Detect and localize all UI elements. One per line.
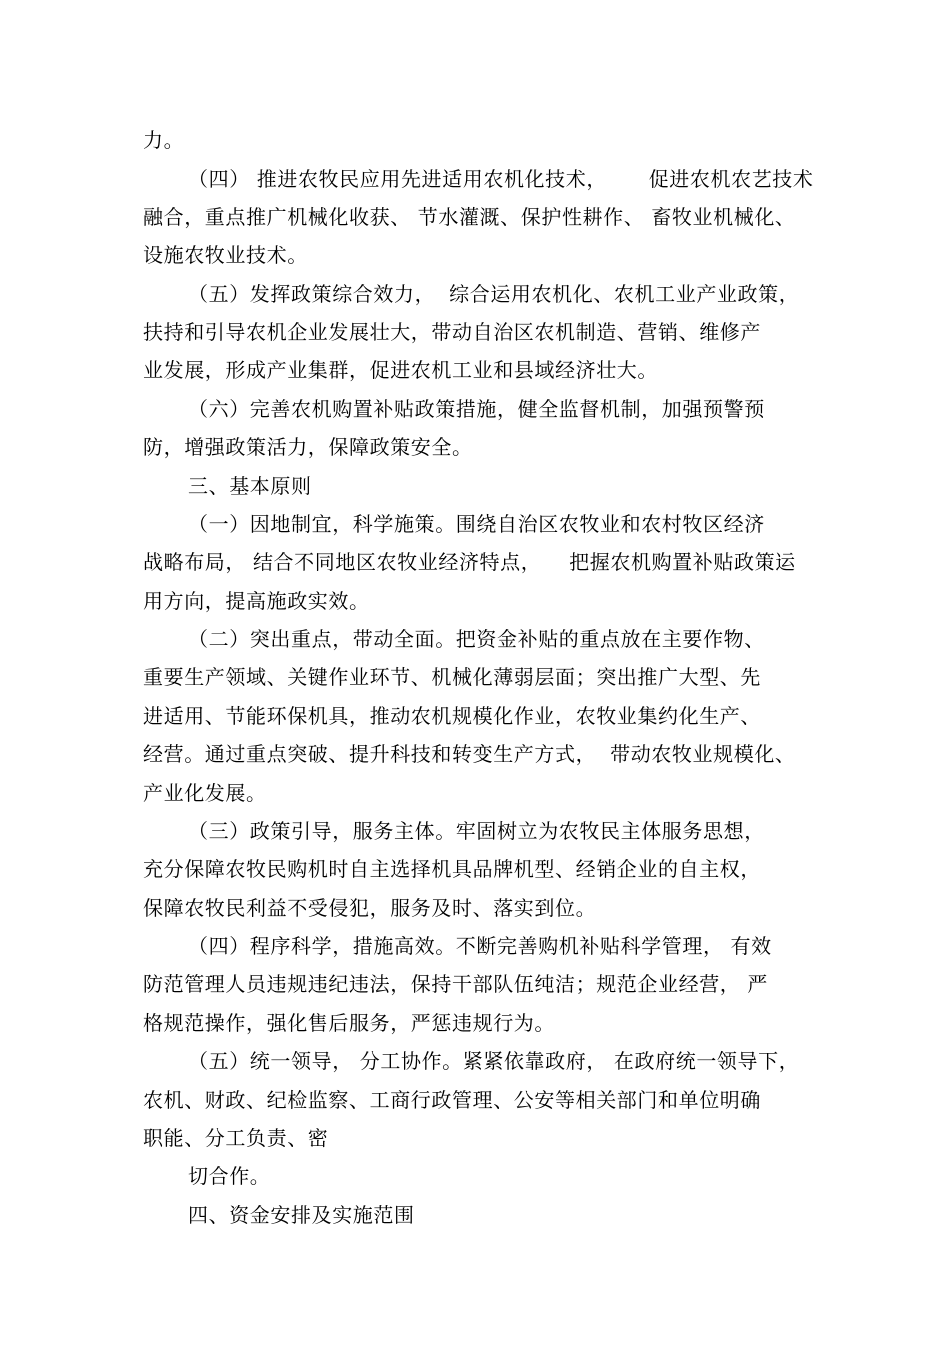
text-line: 融合，重点推广机械化收获、 节水灌溉、保护性耕作、 畜牧业机械化、 bbox=[143, 205, 796, 229]
text-line: 保障农牧民利益不受侵犯，服务及时、落实到位。 bbox=[143, 896, 597, 920]
text-line: 设施农牧业技术。 bbox=[143, 243, 308, 267]
text-line: 战略布局， 结合不同地区农牧业经济特点， 把握农机购置补贴政策运 bbox=[143, 550, 796, 574]
text-line: （三）政策引导，服务主体。牢固树立为农牧民主体服务思想， bbox=[188, 819, 765, 843]
text-line: 农机、财政、纪检监察、工商行政管理、公安等相关部门和单位明确 bbox=[143, 1088, 761, 1112]
text-line: 力。 bbox=[143, 128, 185, 152]
text-line: 切合作。 bbox=[188, 1164, 271, 1188]
text-line: 防范管理人员违规违纪违法，保持干部队伍纯洁；规范企业经营， 严 bbox=[143, 972, 768, 996]
text-line: 进适用、节能环保机具，推动农机规模化作业，农牧业集约化生产、 bbox=[143, 704, 761, 728]
text-line: 职能、分工负责、密 bbox=[143, 1126, 329, 1150]
text-line: 用方向，提高施政实效。 bbox=[143, 589, 370, 613]
text-line: （六）完善农机购置补贴政策措施，健全监督机制，加强预警预 bbox=[188, 397, 765, 421]
text-line: （五）统一领导， 分工协作。紧紧依靠政府， 在政府统一领导下， bbox=[188, 1049, 800, 1073]
text-line: 重要生产领域、关键作业环节、机械化薄弱层面；突出推广大型、先 bbox=[143, 665, 761, 689]
text-line: 扶持和引导农机企业发展壮大，带动自治区农机制造、营销、维修产 bbox=[143, 320, 761, 344]
section-heading: 三、基本原则 bbox=[188, 474, 312, 498]
section-heading: 四、资金安排及实施范围 bbox=[188, 1203, 415, 1227]
text-line: （五）发挥政策综合效力， 综合运用农机化、农机工业产业政策， bbox=[188, 282, 800, 306]
text-line: （二）突出重点，带动全面。把资金补贴的重点放在主要作物、 bbox=[188, 627, 765, 651]
text-line: 充分保障农牧民购机时自主选择机具品牌机型、经销企业的自主权， bbox=[143, 857, 761, 881]
text-line: 产业化发展。 bbox=[143, 781, 267, 805]
text-line: 防，增强政策活力，保障政策安全。 bbox=[143, 435, 473, 459]
text-line: （四）程序科学，措施高效。不断完善购机补贴科学管理， 有效 bbox=[188, 934, 772, 958]
text-line: 业发展，形成产业集群，促进农机工业和县域经济壮大。 bbox=[143, 358, 658, 382]
text-line: 格规范操作，强化售后服务，严惩违规行为。 bbox=[143, 1011, 555, 1035]
text-line: （四） 推进农牧民应用先进适用农机化技术， 促进农机农艺技术 bbox=[188, 167, 814, 191]
text-line: （一）因地制宜，科学施策。围绕自治区农牧业和农村牧区经济 bbox=[188, 512, 765, 536]
text-line: 经营。通过重点突破、提升科技和转变生产方式， 带动农牧业规模化、 bbox=[143, 742, 796, 766]
